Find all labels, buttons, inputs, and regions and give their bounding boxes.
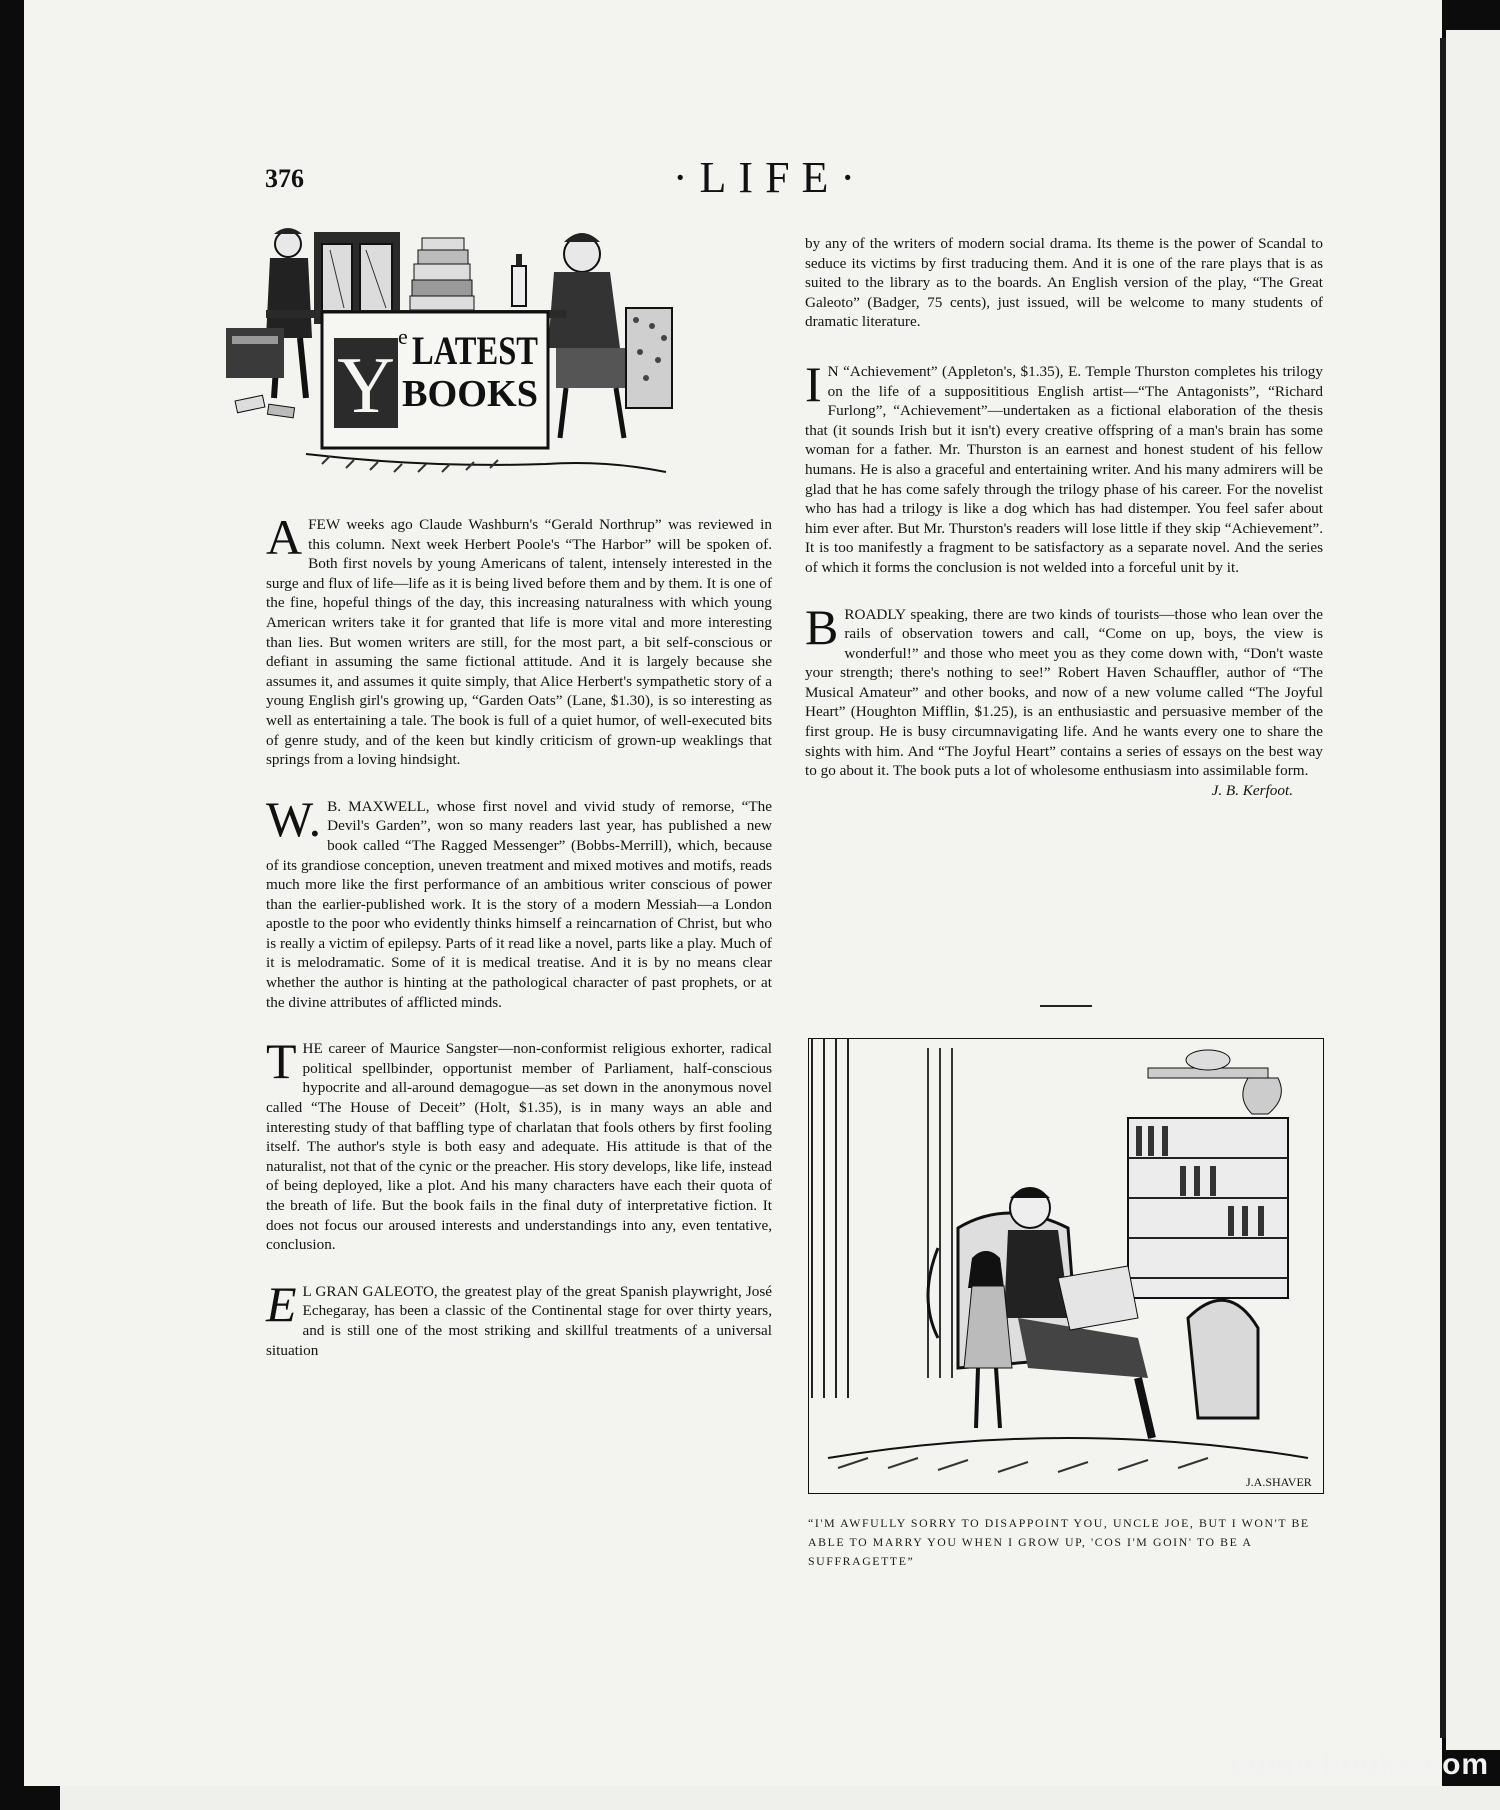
svg-text:Y: Y	[337, 342, 395, 430]
review-great-galeoto	[266, 1275, 772, 1360]
page-number: 376	[265, 164, 304, 193]
paragraph-text: HE career of Maurice Sangster—non-conformist religious exhorter, radical political spellbinder, opportunist member of Parliament, half-conscious hypocrite and all-around demagogue—as set down in the anonymous novel called “The House of Deceit” (Holt, $1.35), is in many ways an able and interesting study of that baffling type of charlatan that fools others by first fooling itself. The author's style is both easy and adequate. His attitude is that of the naturalist, not that of the cynic or the preacher. His story develops, like life, instead of being deployed, like a plot. And his many characters have each their quota of the breath of life. But the book fails in the final duty of interpretative fiction. It does not focus our aroused interests and understandings into any, even tentative, conclusion.	[266, 1040, 772, 1254]
watermark: comicbooks.com	[1230, 1748, 1490, 1781]
drop-cap: W.	[266, 790, 322, 847]
paragraph-text: ROADLY speaking, there are two kinds of tourists—those who lean over the rails of observation towers and call, “Come on up, boys, the view is wonderful!” and those who meet you as they come down with, “Don't waste your strength; there's nothing to see!” Robert Haven Schauffler, author of “The Musical Amateur” and other books, and now of a new volume called “The Joyful Heart” (Houghton Mifflin, $1.25), is an enthusiastic and persuasive member of the first group. He is busy circumnavigating life. And he wants every one to share the sights with him. And “The Joyful Heart” contains a series of essays on the best way to go about it. The book puts a lot of wholesome enthusiasm into assimilable form.	[805, 605, 1323, 780]
paragraph-text: L GRAN GALEOTO, the greatest play of the great Spanish playwright, José Echegaray, has been a classic of the Continental stage for over thirty years, and is still one of the most striking and skillful treatments of a universal situation	[266, 1282, 772, 1359]
latest-books-illustration	[226, 228, 686, 490]
section-divider	[1040, 1005, 1092, 1007]
review-great-galeoto-continued	[805, 234, 1323, 332]
paragraph-text: FEW weeks ago Claude Washburn's “Gerald Northrup” was reviewed in this column. Next week Herbert Poole's “The Harbor” will be spoken of. Both first novels by young Americans of talent, intensely interested in the surge and flux of life—life as it is being lived before them and by them. It is one of the fine, hopeful things of the day, this increasing naturalness with which young American writers take it for granted that life is more vital and more interesting than lies. But women writers are still, for the most part, a bit self-conscious or defiant in assuming the same fictional attitude. And it is largely because she assumes it, and assumes it quite simply, that Alice Herbert's sympathetic story of a young English girl's growing up, “Garden Oats” (Lane, $1.30), is so interesting as well as entertaining a tale. The book is full of a quiet humor, of well-executed bits of genre study, and of the keen but kindly criticism of grown-up weaklings that springs from a loving hindsight.	[266, 516, 772, 769]
left-text-column	[266, 509, 772, 1387]
reviewer-signature: J. B. Kerfoot.	[1211, 781, 1293, 799]
drop-cap: E	[266, 1275, 297, 1332]
artist-signature: J.A.SHAVER	[1246, 1475, 1312, 1489]
paragraph-text: B. MAXWELL, whose first novel and vivid study of remorse, “The Devil's Garden”, won so many readers last year, has published a new book called “The Ragged Messenger” (Bobbs-Merrill), which, because of its grandiose conception, uneven treatment and mixed motives and motifs, reads much more like the first performance of an ambitious writer conscious of power than the earlier-published work. It is the story of a modern Messiah—a London apostle to the poor who evidently thinks himself a reincarnation of Christ, but who is really a victim of epilepsy. Parts of it read like a novel, parts like a play. Much of it is melodramatic. Some of it is medical treatise. And it is by no means clear whether the author is hinting at the pathological character of past prophets, or at the divine attributes of afflicted minds.	[266, 797, 772, 1011]
review-joyful-heart	[805, 598, 1323, 799]
svg-text:e: e	[398, 324, 408, 349]
review-achievement	[805, 355, 1323, 578]
paragraph-text: by any of the writers of modern social drama. Its theme is the power of Scandal to seduce its victims by first traducing them. And it is one of the rare plays that is as suited to the library as to the boards. An English version of the play, “The Great Galeoto” (Badger, 75 cents), just issued, will be welcome to many students of dramatic literature.	[805, 235, 1323, 331]
paragraph-text: N “Achievement” (Appleton's, $1.35), E. Temple Thurston completes his trilogy on the life of a supposititious English artist—“The Antagonists”, “Richard Furlong”, “Achievement”—undertaken as a fictional elaboration of the thesis that (it sounds Irish but it isn't) every creative offspring of a man's brain has some woman for a father. Mr. Thurston is an earnest and honest student of his fellow humans. He is also a graceful and entertaining writer. And his many admirers will be glad that he has come safely through the trilogy phase of his career. For the novelist who has had a trilogy is like a dog which has had distemper. You feel safer about him ever after. But Mr. Thurston's readers will lose little if they skip “Achievement”. It is too manifestly a fragment to be satisfactory as a separate novel. And the series of which it forms the conclusion is not welded into a forceful unit by it.	[805, 362, 1323, 576]
right-text-column	[805, 234, 1323, 808]
drop-cap: B	[805, 598, 839, 655]
drop-cap: T	[266, 1033, 297, 1090]
review-garden-oats	[266, 509, 772, 770]
drop-cap: A	[266, 509, 303, 565]
svg-text:LATEST: LATEST	[412, 328, 539, 373]
facing-page-edge	[1446, 30, 1500, 1750]
review-house-of-deceit	[266, 1033, 772, 1255]
cartoon-caption: “I'M AWFULLY SORRY TO DISAPPOINT YOU, UNCLE JOE, BUT I WON'T BE ABLE TO MARRY YOU WHEN I GROW UP, 'COS I'M GOIN' TO BE A SUFFRAGETTE”	[808, 1516, 1310, 1568]
drop-cap: I	[805, 355, 822, 412]
svg-text:BOOKS: BOOKS	[402, 373, 538, 415]
next-page-edge	[60, 1786, 1500, 1810]
cartoon-illustration	[808, 1038, 1324, 1494]
review-ragged-messenger	[266, 790, 772, 1013]
masthead-title: ·LIFE·	[672, 153, 868, 202]
